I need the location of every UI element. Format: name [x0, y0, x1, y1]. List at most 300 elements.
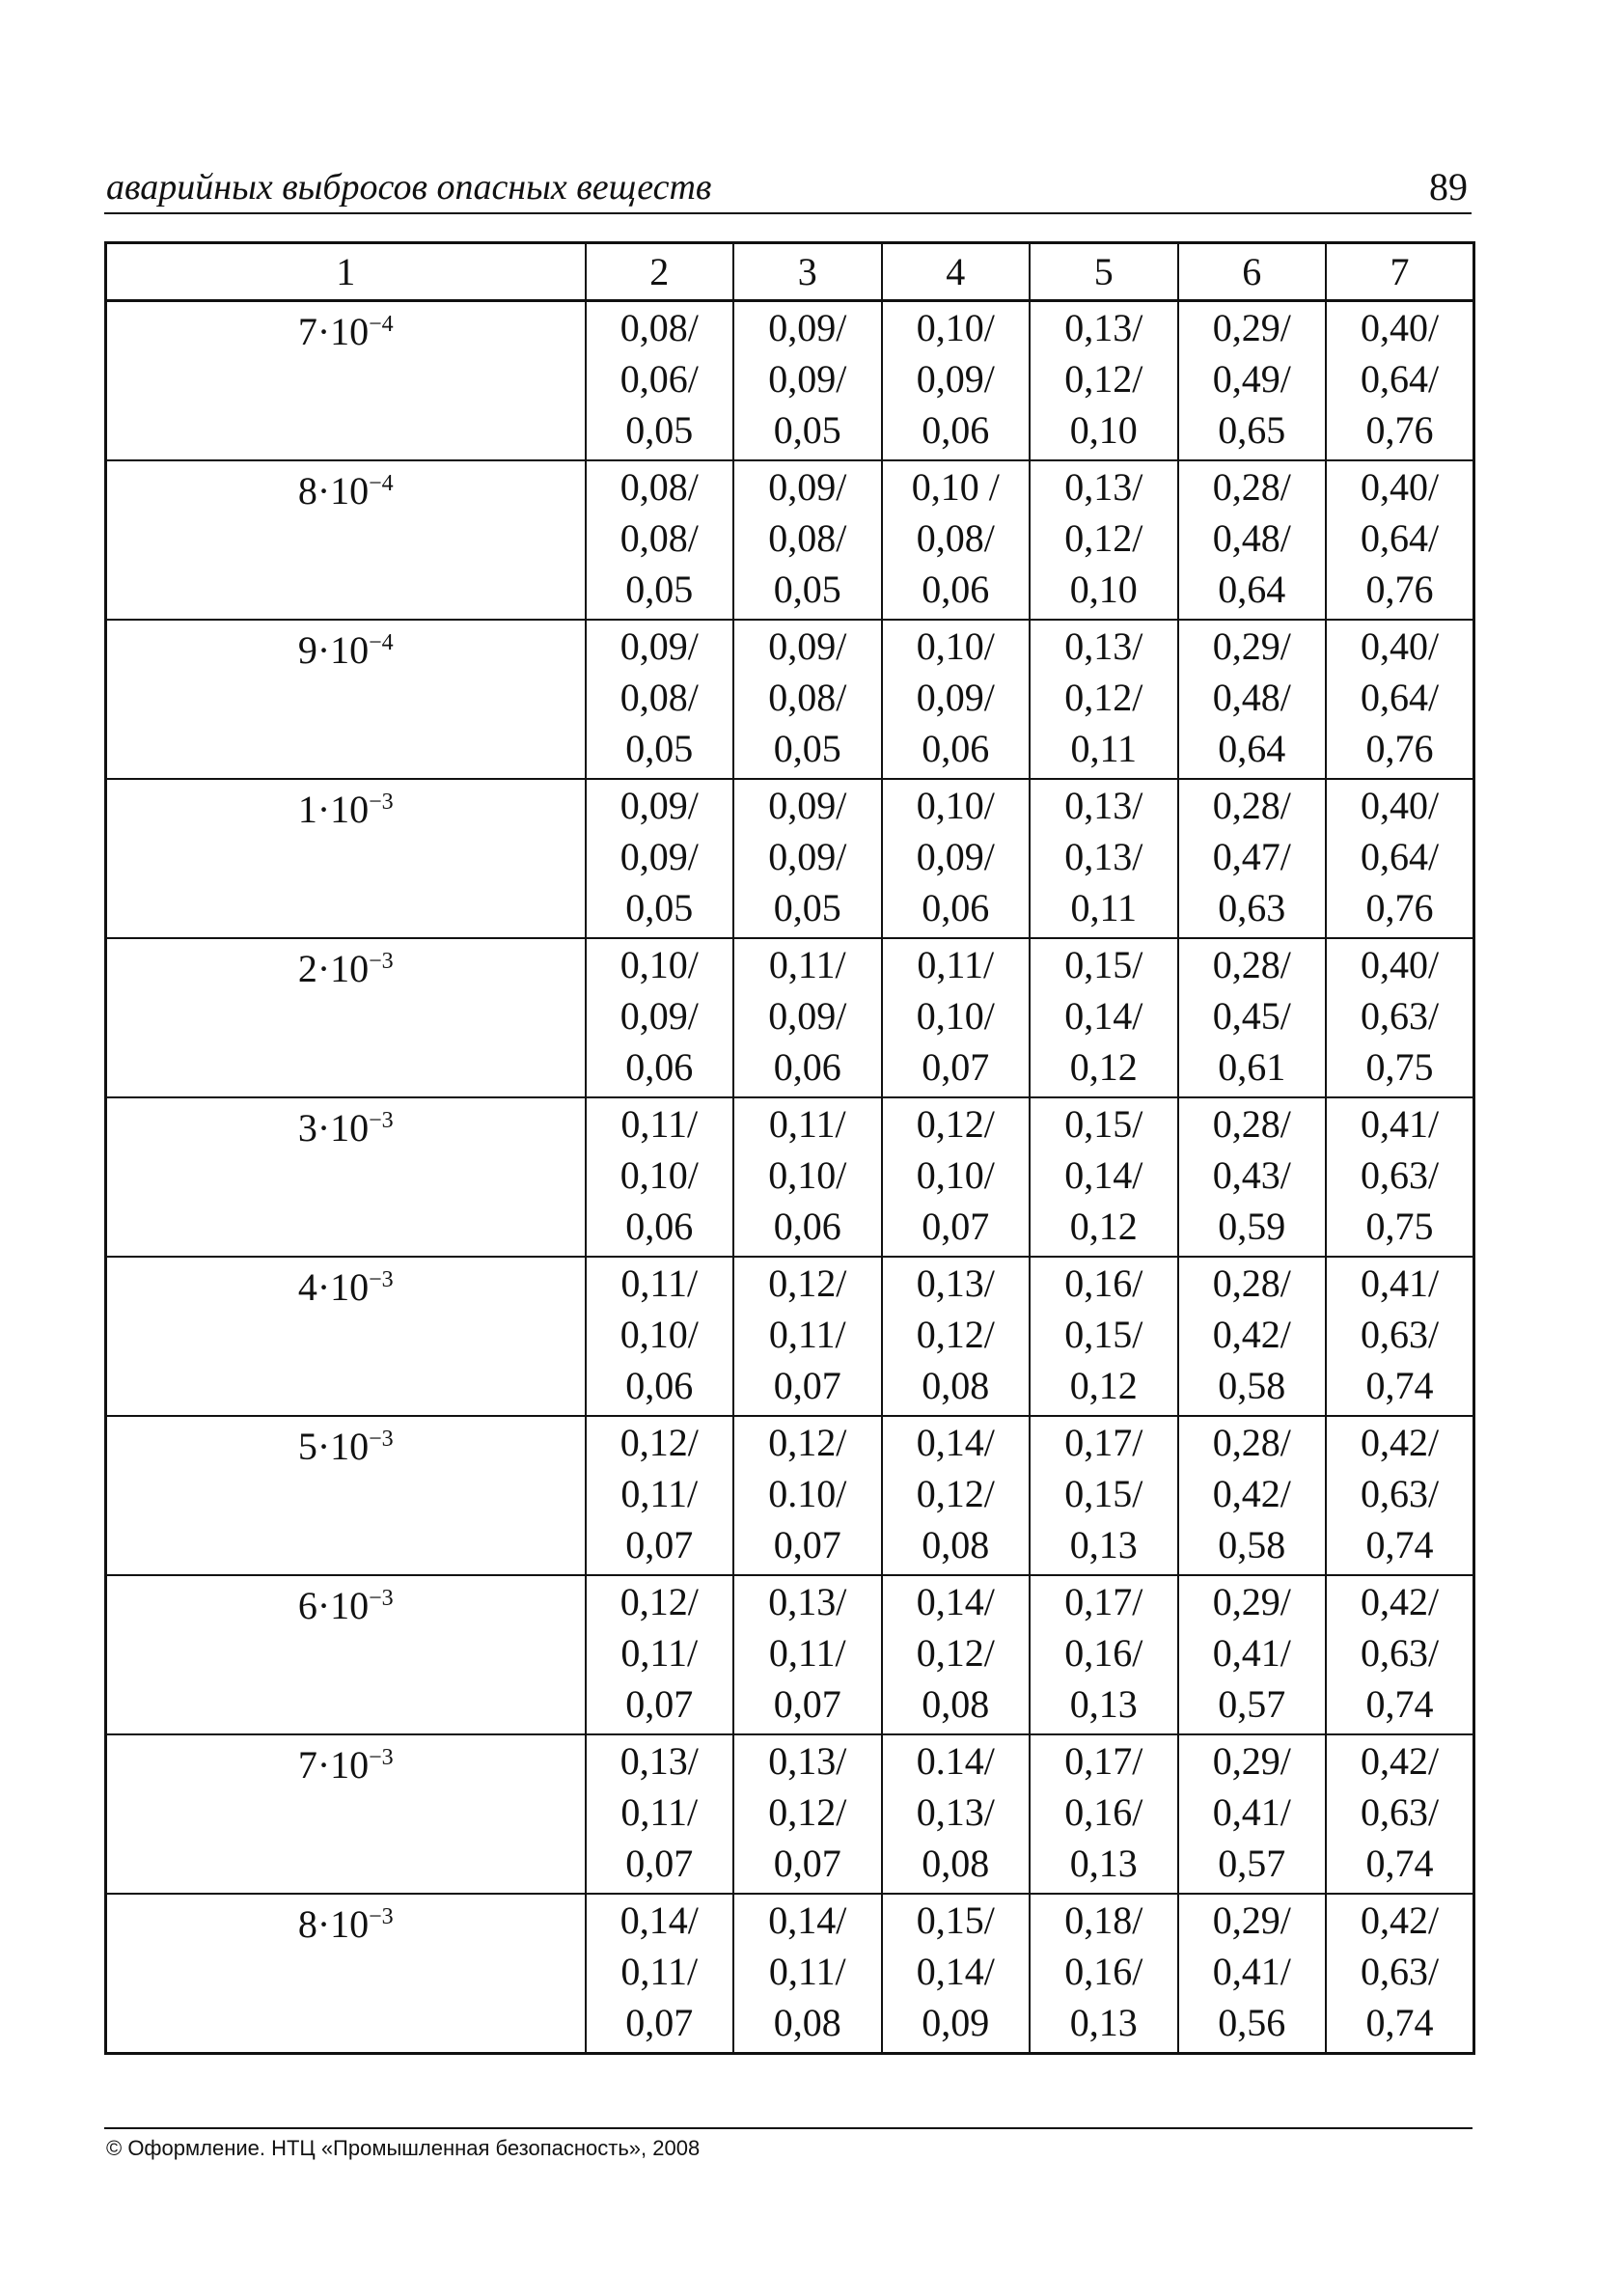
- cell-value: 0,06: [922, 408, 990, 452]
- concentration-exponent: −4: [369, 312, 394, 337]
- cell-value: 0,10/: [619, 943, 699, 986]
- cell-value: 0,08: [922, 1682, 990, 1726]
- cell-value: 0,12/: [619, 1421, 699, 1464]
- table-cell: [586, 460, 734, 620]
- cell-value: 0,07: [922, 1205, 990, 1248]
- concentration-cell: [106, 1734, 586, 1894]
- cell-value: 0,08: [773, 2001, 841, 2044]
- cell-value: 0,08/: [619, 465, 699, 509]
- cell-value: 0,15/: [916, 1899, 995, 1942]
- cell-value: 0,29/: [1212, 624, 1291, 668]
- concentration-mantissa: 8·10: [297, 469, 370, 513]
- cell-value: 0,17/: [1064, 1739, 1143, 1783]
- concentration-mantissa: 8·10: [297, 1902, 370, 1946]
- cell-value: 0,18/: [1064, 1899, 1143, 1942]
- cell-value: 0,41/: [1360, 1102, 1440, 1146]
- cell-value: 0,63/: [1360, 1790, 1440, 1834]
- table-cell: [586, 1257, 734, 1416]
- cell-value: 0,09/: [916, 835, 995, 878]
- cell-value: 0,06: [922, 568, 990, 611]
- table-cell: [1030, 1257, 1178, 1416]
- cell-value: 0,76: [1365, 408, 1434, 452]
- cell-value: 0,08: [922, 1523, 990, 1566]
- cell-value: 0,48/: [1212, 516, 1291, 560]
- concentration-exponent: −3: [369, 1427, 394, 1452]
- cell-value: 0,13/: [1064, 784, 1143, 827]
- cell-value: 0,11/: [768, 1950, 846, 1993]
- table-cell: [733, 1416, 882, 1575]
- table-cell: [1030, 938, 1178, 1097]
- concentration-exponent: −4: [369, 471, 394, 496]
- cell-value: 0,11/: [620, 1472, 699, 1515]
- cell-value: 0,28/: [1212, 784, 1291, 827]
- cell-value: 0,58: [1218, 1364, 1286, 1407]
- column-header: 6: [1178, 243, 1327, 301]
- cell-value: 0,17/: [1064, 1421, 1143, 1464]
- cell-value: 0,58: [1218, 1523, 1286, 1566]
- cell-value: 0,11/: [620, 1102, 699, 1146]
- cell-value: 0,64/: [1360, 357, 1440, 401]
- cell-value: 0,28/: [1212, 1102, 1291, 1146]
- concentration-cell: [106, 1575, 586, 1734]
- cell-value: 0,09/: [768, 306, 847, 349]
- cell-value: 0,12: [1069, 1205, 1138, 1248]
- cell-value: 0,11/: [768, 1631, 846, 1675]
- cell-value: 0,14/: [619, 1899, 699, 1942]
- cell-value: 0.10/: [768, 1472, 847, 1515]
- table-cell: [1326, 1575, 1474, 1734]
- cell-value: 0,08/: [619, 516, 699, 560]
- table-cell: [1030, 301, 1178, 461]
- concentration-mantissa: 6·10: [297, 1584, 370, 1627]
- table-row: [106, 1257, 1474, 1416]
- table-cell: [733, 1097, 882, 1257]
- cell-value: 0,40/: [1360, 306, 1440, 349]
- cell-value: 0,57: [1218, 1842, 1286, 1885]
- cell-value: 0,12/: [916, 1472, 995, 1515]
- cell-value: 0,14/: [916, 1421, 995, 1464]
- cell-value: 0,15/: [1064, 1472, 1143, 1515]
- cell-value: 0,47/: [1212, 835, 1291, 878]
- cell-value: 0,07: [625, 2001, 694, 2044]
- footer-divider: [104, 2127, 1473, 2129]
- cell-value: 0,08: [922, 1364, 990, 1407]
- concentration-cell: [106, 460, 586, 620]
- table-row: [106, 779, 1474, 938]
- cell-value: 0,10: [1069, 568, 1138, 611]
- cell-value: 0,09/: [768, 784, 847, 827]
- cell-value: 0,13: [1069, 2001, 1138, 2044]
- concentration-exponent: −3: [369, 1745, 394, 1770]
- cell-value: 0,08/: [768, 516, 847, 560]
- cell-value: 0,42/: [1360, 1899, 1440, 1942]
- cell-value: 0,07: [625, 1682, 694, 1726]
- cell-value: 0,40/: [1360, 465, 1440, 509]
- cell-value: 0,28/: [1212, 1421, 1291, 1464]
- cell-value: 0,10: [1069, 408, 1138, 452]
- cell-value: 0,56: [1218, 2001, 1286, 2044]
- cell-value: 0,10/: [916, 306, 995, 349]
- cell-value: 0,16/: [1064, 1790, 1143, 1834]
- cell-value: 0,09/: [619, 624, 699, 668]
- table-cell: [1030, 1416, 1178, 1575]
- table-body: [106, 301, 1474, 2054]
- cell-value: 0,41/: [1212, 1631, 1291, 1675]
- cell-value: 0,42/: [1360, 1739, 1440, 1783]
- cell-value: 0,42/: [1212, 1313, 1291, 1356]
- cell-value: 0,63/: [1360, 1631, 1440, 1675]
- cell-value: 0,05: [625, 727, 694, 770]
- cell-value: 0,13: [1069, 1682, 1138, 1726]
- table-cell: [882, 301, 1031, 461]
- table-cell: [882, 620, 1031, 779]
- cell-value: 0,08: [922, 1842, 990, 1885]
- table-cell: [882, 460, 1031, 620]
- column-header: 4: [882, 243, 1031, 301]
- table-cell: [1326, 460, 1474, 620]
- cell-value: 0,63/: [1360, 1950, 1440, 1993]
- concentration-cell: [106, 620, 586, 779]
- table-cell: [733, 779, 882, 938]
- cell-value: 0,05: [625, 886, 694, 929]
- table-cell: [1030, 460, 1178, 620]
- cell-value: 0,09/: [916, 357, 995, 401]
- cell-value: 0,14/: [916, 1950, 995, 1993]
- cell-value: 0,64/: [1360, 835, 1440, 878]
- cell-value: 0,05: [773, 568, 841, 611]
- cell-value: 0,65: [1218, 408, 1286, 452]
- cell-value: 0,10/: [916, 994, 995, 1038]
- cell-value: 0,63: [1218, 886, 1286, 929]
- cell-value: 0,42/: [1212, 1472, 1291, 1515]
- table-cell: [1326, 301, 1474, 461]
- cell-value: 0,12/: [619, 1580, 699, 1623]
- column-header: 1: [106, 243, 586, 301]
- cell-value: 0,64/: [1360, 516, 1440, 560]
- cell-value: 0,11/: [620, 1631, 699, 1675]
- cell-value: 0,05: [773, 886, 841, 929]
- cell-value: 0,41/: [1212, 1790, 1291, 1834]
- cell-value: 0,08/: [619, 306, 699, 349]
- table-header-row: [106, 243, 1474, 301]
- cell-value: 0,74: [1365, 1682, 1434, 1726]
- cell-value: 0,41/: [1212, 1950, 1291, 1993]
- cell-value: 0,09/: [916, 676, 995, 719]
- cell-value: 0,06: [625, 1364, 694, 1407]
- cell-value: 0,76: [1365, 568, 1434, 611]
- cell-value: 0,07: [773, 1364, 841, 1407]
- cell-value: 0,40/: [1360, 784, 1440, 827]
- table-cell: [586, 779, 734, 938]
- table-cell: [1030, 1575, 1178, 1734]
- cell-value: 0,14/: [1064, 1153, 1143, 1197]
- cell-value: 0,14/: [768, 1899, 847, 1942]
- cell-value: 0,14/: [1064, 994, 1143, 1038]
- column-header: 5: [1030, 243, 1178, 301]
- cell-value: 0,09/: [768, 994, 847, 1038]
- cell-value: 0,12/: [916, 1102, 995, 1146]
- cell-value: 0,45/: [1212, 994, 1291, 1038]
- cell-value: 0,10/: [916, 624, 995, 668]
- cell-value: 0,42/: [1360, 1580, 1440, 1623]
- cell-value: 0,12: [1069, 1364, 1138, 1407]
- table-row: [106, 620, 1474, 779]
- cell-value: 0,42/: [1360, 1421, 1440, 1464]
- cell-value: 0,05: [773, 408, 841, 452]
- table-cell: [733, 1894, 882, 2054]
- table-cell: [586, 620, 734, 779]
- cell-value: 0,16/: [1064, 1950, 1143, 1993]
- cell-value: 0,06/: [619, 357, 699, 401]
- cell-value: 0,09/: [768, 624, 847, 668]
- concentration-cell: [106, 301, 586, 461]
- table-cell: [1178, 938, 1327, 1097]
- concentration-exponent: −3: [369, 1904, 394, 1929]
- cell-value: 0,15/: [1064, 1313, 1143, 1356]
- table-cell: [1326, 1734, 1474, 1894]
- table-cell: [1178, 1416, 1327, 1575]
- table-cell: [882, 779, 1031, 938]
- concentration-exponent: −3: [369, 1586, 394, 1611]
- page-number: 89: [1429, 165, 1468, 208]
- cell-value: 0,11: [1070, 886, 1137, 929]
- table-cell: [1030, 779, 1178, 938]
- cell-value: 0,06: [625, 1045, 694, 1089]
- table-cell: [1178, 1894, 1327, 2054]
- cell-value: 0,11/: [620, 1790, 699, 1834]
- table-cell: [1178, 1734, 1327, 1894]
- table-row: [106, 938, 1474, 1097]
- table-cell: [733, 460, 882, 620]
- table-cell: [882, 1734, 1031, 1894]
- data-table: [104, 241, 1475, 2055]
- cell-value: 0,48/: [1212, 676, 1291, 719]
- table-row: [106, 1097, 1474, 1257]
- cell-value: 0,10/: [916, 1153, 995, 1197]
- cell-value: 0,75: [1365, 1205, 1434, 1248]
- concentration-mantissa: 1·10: [297, 788, 370, 831]
- cell-value: 0,09/: [619, 835, 699, 878]
- table-cell: [882, 1257, 1031, 1416]
- table-cell: [1178, 460, 1327, 620]
- cell-value: 0,07: [773, 1523, 841, 1566]
- concentration-cell: [106, 1097, 586, 1257]
- cell-value: 0,16/: [1064, 1631, 1143, 1675]
- concentration-mantissa: 3·10: [297, 1106, 370, 1150]
- column-header: 3: [733, 243, 882, 301]
- cell-value: 0,07: [773, 1842, 841, 1885]
- concentration-exponent: −3: [369, 790, 394, 815]
- table-cell: [1326, 1894, 1474, 2054]
- cell-value: 0,12/: [768, 1261, 847, 1305]
- cell-value: 0,57: [1218, 1682, 1286, 1726]
- cell-value: 0,40/: [1360, 943, 1440, 986]
- cell-value: 0,63/: [1360, 994, 1440, 1038]
- cell-value: 0,12/: [768, 1790, 847, 1834]
- cell-value: 0,13: [1069, 1523, 1138, 1566]
- table-cell: [1326, 779, 1474, 938]
- table-cell: [733, 1734, 882, 1894]
- table-cell: [1030, 1097, 1178, 1257]
- cell-value: 0,13/: [619, 1739, 699, 1783]
- table-cell: [586, 301, 734, 461]
- table-cell: [1326, 1097, 1474, 1257]
- cell-value: 0,08/: [768, 676, 847, 719]
- cell-value: 0,74: [1365, 2001, 1434, 2044]
- cell-value: 0,63/: [1360, 1153, 1440, 1197]
- cell-value: 0,07: [625, 1523, 694, 1566]
- cell-value: 0,11: [1070, 727, 1137, 770]
- cell-value: 0,09/: [619, 784, 699, 827]
- cell-value: 0,12/: [1064, 516, 1143, 560]
- table-cell: [586, 1734, 734, 1894]
- table-cell: [882, 938, 1031, 1097]
- cell-value: 0,11/: [768, 1102, 846, 1146]
- table-cell: [586, 938, 734, 1097]
- cell-value: 0,75: [1365, 1045, 1434, 1089]
- cell-value: 0,13/: [916, 1790, 995, 1834]
- cell-value: 0,07: [625, 1842, 694, 1885]
- table-row: [106, 1416, 1474, 1575]
- cell-value: 0,29/: [1212, 1580, 1291, 1623]
- table-cell: [1326, 938, 1474, 1097]
- cell-value: 0,64/: [1360, 676, 1440, 719]
- table-cell: [882, 1575, 1031, 1734]
- concentration-mantissa: 7·10: [297, 1743, 370, 1787]
- cell-value: 0,14/: [916, 1580, 995, 1623]
- cell-value: 0,09: [922, 2001, 990, 2044]
- table-row: [106, 301, 1474, 461]
- cell-value: 0,17/: [1064, 1580, 1143, 1623]
- cell-value: 0,08/: [619, 676, 699, 719]
- cell-value: 0,06: [922, 886, 990, 929]
- concentration-cell: [106, 779, 586, 938]
- table-cell: [1326, 1257, 1474, 1416]
- cell-value: 0,07: [922, 1045, 990, 1089]
- table-cell: [1178, 779, 1327, 938]
- cell-value: 0,29/: [1212, 306, 1291, 349]
- cell-value: 0,15/: [1064, 1102, 1143, 1146]
- cell-value: 0,11/: [917, 943, 995, 986]
- cell-value: 0,16/: [1064, 1261, 1143, 1305]
- cell-value: 0,64: [1218, 568, 1286, 611]
- cell-value: 0,05: [625, 568, 694, 611]
- cell-value: 0,28/: [1212, 1261, 1291, 1305]
- table-cell: [1178, 1575, 1327, 1734]
- cell-value: 0,09/: [619, 994, 699, 1038]
- cell-value: 0,13: [1069, 1842, 1138, 1885]
- cell-value: 0,05: [773, 727, 841, 770]
- table-cell: [586, 1575, 734, 1734]
- cell-value: 0,61: [1218, 1045, 1286, 1089]
- cell-value: 0,09/: [768, 357, 847, 401]
- table-cell: [733, 1257, 882, 1416]
- cell-value: 0,74: [1365, 1364, 1434, 1407]
- concentration-mantissa: 2·10: [297, 947, 370, 990]
- cell-value: 0,63/: [1360, 1313, 1440, 1356]
- concentration-cell: [106, 1894, 586, 2054]
- cell-value: 0,10 /: [911, 465, 1000, 509]
- table-cell: [1030, 1894, 1178, 2054]
- cell-value: 0,10/: [619, 1313, 699, 1356]
- cell-value: 0,15/: [1064, 943, 1143, 986]
- cell-value: 0,13/: [1064, 835, 1143, 878]
- cell-value: 0,10/: [916, 784, 995, 827]
- table-cell: [1030, 1734, 1178, 1894]
- cell-value: 0,11/: [768, 943, 846, 986]
- cell-value: 0,64: [1218, 727, 1286, 770]
- cell-value: 0,76: [1365, 727, 1434, 770]
- table-cell: [1178, 301, 1327, 461]
- cell-value: 0,63/: [1360, 1472, 1440, 1515]
- table-cell: [733, 301, 882, 461]
- cell-value: 0,29/: [1212, 1899, 1291, 1942]
- column-header: 2: [586, 243, 734, 301]
- concentration-cell: [106, 1416, 586, 1575]
- concentration-mantissa: 4·10: [297, 1265, 370, 1309]
- table-cell: [1326, 1416, 1474, 1575]
- table-row: [106, 1894, 1474, 2054]
- cell-value: 0,08/: [916, 516, 995, 560]
- concentration-exponent: −3: [369, 949, 394, 974]
- cell-value: 0,12/: [916, 1631, 995, 1675]
- table-cell: [586, 1894, 734, 2054]
- table-cell: [1326, 620, 1474, 779]
- cell-value: 0,74: [1365, 1842, 1434, 1885]
- running-title: аварийных выбросов опасных веществ: [106, 167, 712, 208]
- cell-value: 0,76: [1365, 886, 1434, 929]
- cell-value: 0,10/: [619, 1153, 699, 1197]
- table-cell: [1178, 1257, 1327, 1416]
- table-cell: [882, 1097, 1031, 1257]
- cell-value: 0,09/: [768, 465, 847, 509]
- cell-value: 0,12: [1069, 1045, 1138, 1089]
- cell-value: 0,28/: [1212, 943, 1291, 986]
- cell-value: 0,11/: [768, 1313, 846, 1356]
- cell-value: 0,13/: [768, 1739, 847, 1783]
- cell-value: 0,41/: [1360, 1261, 1440, 1305]
- cell-value: 0,09/: [768, 835, 847, 878]
- concentration-cell: [106, 938, 586, 1097]
- cell-value: 0,43/: [1212, 1153, 1291, 1197]
- cell-value: 0,13/: [1064, 465, 1143, 509]
- table-cell: [882, 1416, 1031, 1575]
- concentration-mantissa: 7·10: [297, 310, 370, 353]
- table-cell: [586, 1097, 734, 1257]
- cell-value: 0,06: [773, 1205, 841, 1248]
- cell-value: 0,12/: [1064, 357, 1143, 401]
- cell-value: 0,40/: [1360, 624, 1440, 668]
- cell-value: 0,11/: [620, 1261, 699, 1305]
- table-cell: [1178, 620, 1327, 779]
- cell-value: 0,13/: [768, 1580, 847, 1623]
- cell-value: 0,59: [1218, 1205, 1286, 1248]
- table-cell: [586, 1416, 734, 1575]
- table-row: [106, 1575, 1474, 1734]
- table-row: [106, 460, 1474, 620]
- table-cell: [1178, 1097, 1327, 1257]
- concentration-cell: [106, 1257, 586, 1416]
- table-cell: [882, 1894, 1031, 2054]
- concentration-mantissa: 9·10: [297, 628, 370, 672]
- running-header: [104, 162, 1472, 214]
- cell-value: 0,12/: [916, 1313, 995, 1356]
- column-header: 7: [1326, 243, 1474, 301]
- cell-value: 0,07: [773, 1682, 841, 1726]
- cell-value: 0,49/: [1212, 357, 1291, 401]
- table-cell: [733, 938, 882, 1097]
- cell-value: 0,12/: [1064, 676, 1143, 719]
